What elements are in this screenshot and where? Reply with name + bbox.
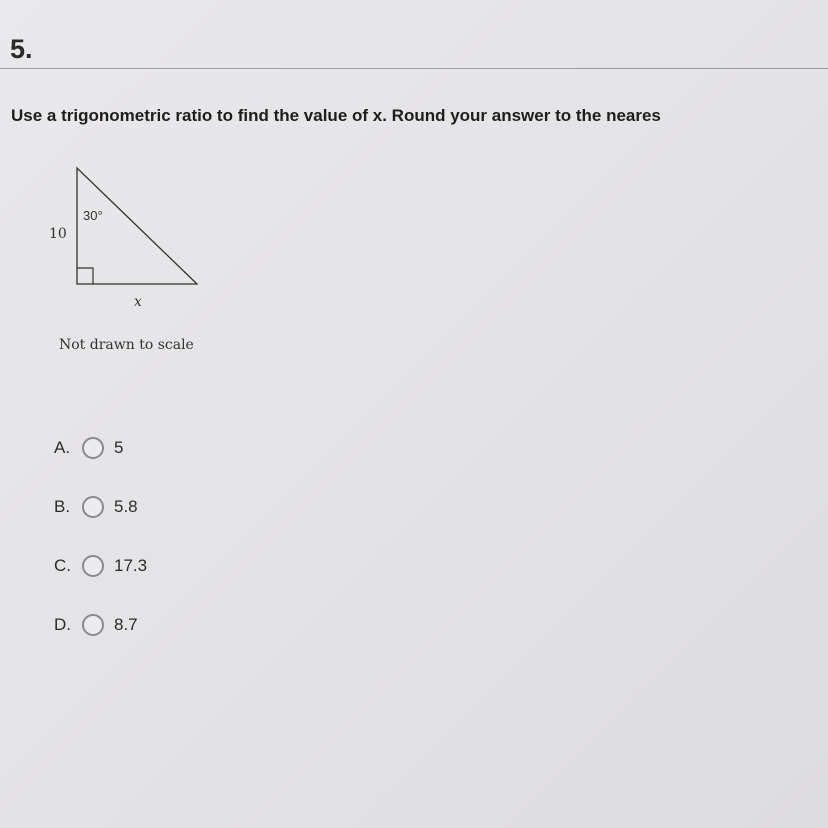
choice-letter: A. [54,438,71,457]
base-label: x [134,294,142,310]
choice-a[interactable] [54,433,147,463]
triangle-figure [40,160,240,320]
choice-value: 8.7 [114,615,138,634]
radio-button[interactable] [82,614,104,636]
choice-letter: B. [54,497,71,516]
choice-value: 5 [114,438,124,457]
scale-note: Not drawn to scale [59,337,194,353]
radio-button[interactable] [82,496,104,518]
radio-button[interactable] [82,437,104,459]
right-triangle [77,168,197,284]
angle-label: 30° [83,208,103,223]
choice-value: 5.8 [114,497,138,516]
question-number: 5. [10,34,33,64]
choice-letter: C. [54,556,71,575]
choice-c[interactable] [54,551,147,581]
radio-button[interactable] [82,555,104,577]
choice-value: 17.3 [114,556,148,575]
side-label: 10 [49,226,67,242]
question-prompt: Use a trigonometric ratio to find the value of x. Round your answer to the neares [11,106,661,125]
right-angle-mark [77,268,93,284]
answer-choices [54,433,147,669]
choice-letter: D. [54,615,71,634]
choice-b[interactable] [54,492,147,522]
choice-d[interactable] [54,610,147,640]
divider [0,68,828,69]
